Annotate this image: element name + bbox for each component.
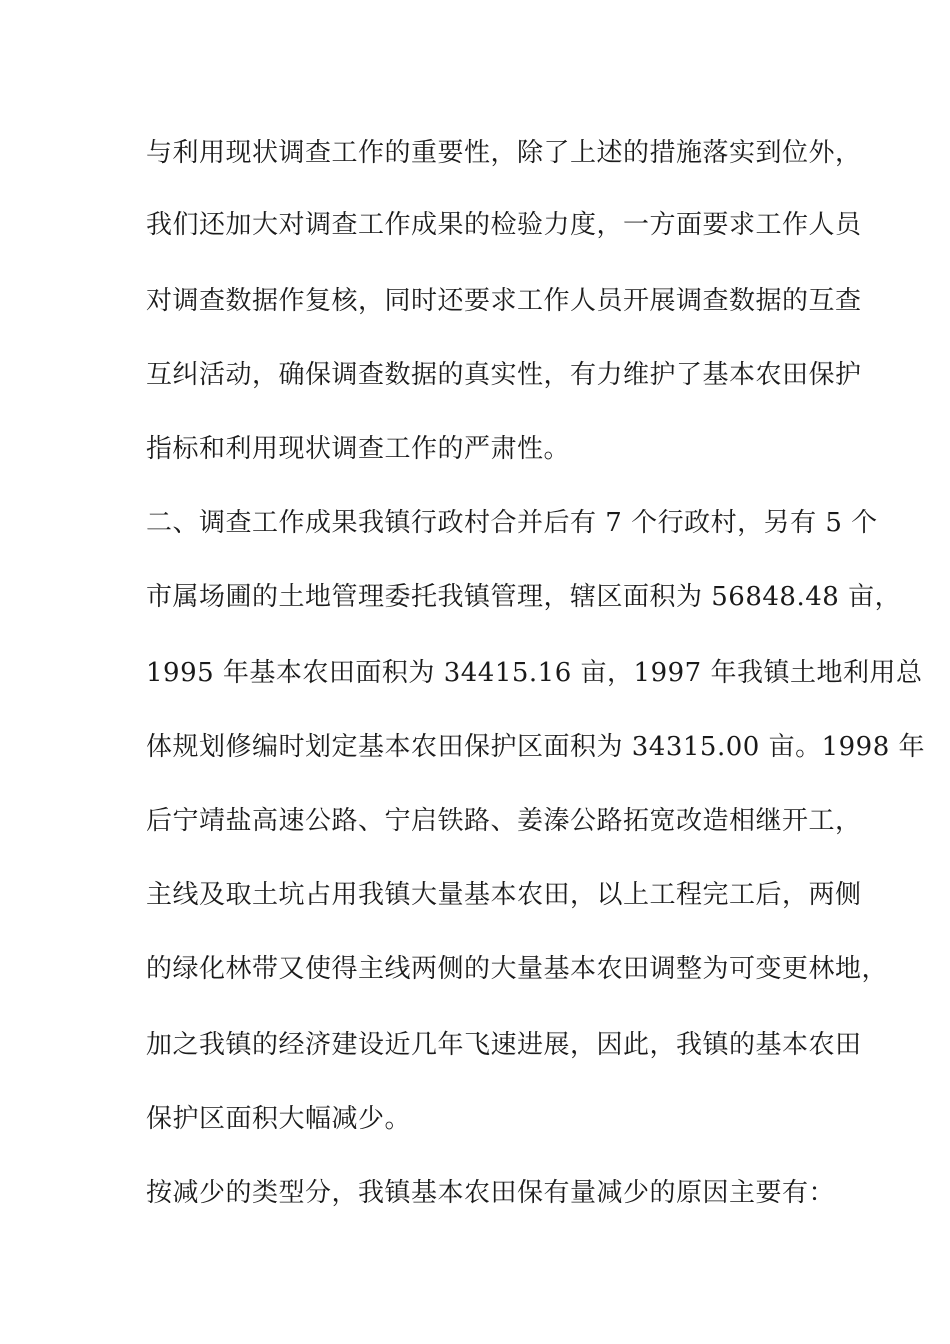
text-line-5: 指标和利用现状调查工作的严肃性。 xyxy=(146,434,571,464)
text-line-11: 主线及取土坑占用我镇大量基本农田，以上工程完工后，两侧 xyxy=(146,880,862,910)
text-line-14: 保护区面积大幅减少。 xyxy=(146,1104,412,1134)
text-line-6: 二、调查工作成果我镇行政村合并后有 7 个行政村，另有 5 个 xyxy=(146,508,878,538)
text-line-12: 的绿化林带又使得主线两侧的大量基本农田调整为可变更林地， xyxy=(146,954,889,984)
text-line-3: 对调查数据作复核，同时还要求工作人员开展调查数据的互查 xyxy=(146,286,862,316)
text-line-8: 1995 年基本农田面积为 34415.16 亩，1997 年我镇土地利用总 xyxy=(146,658,923,688)
text-line-10: 后宁靖盐高速公路、宁启铁路、姜溱公路拓宽改造相继开工， xyxy=(146,806,862,836)
text-line-15: 按减少的类型分，我镇基本农田保有量减少的原因主要有： xyxy=(146,1178,836,1208)
text-line-4: 互纠活动，确保调查数据的真实性，有力维护了基本农田保护 xyxy=(146,360,862,390)
text-line-13: 加之我镇的经济建设近几年飞速进展，因此，我镇的基本农田 xyxy=(146,1030,862,1060)
text-line-2: 我们还加大对调查工作成果的检验力度，一方面要求工作人员 xyxy=(146,210,862,240)
text-line-7: 市属场圃的土地管理委托我镇管理，辖区面积为 56848.48 亩， xyxy=(146,582,902,612)
text-line-1: 与利用现状调查工作的重要性，除了上述的措施落实到位外， xyxy=(146,138,862,168)
text-line-9: 体规划修编时划定基本农田保护区面积为 34315.00 亩。1998 年 xyxy=(146,732,926,762)
